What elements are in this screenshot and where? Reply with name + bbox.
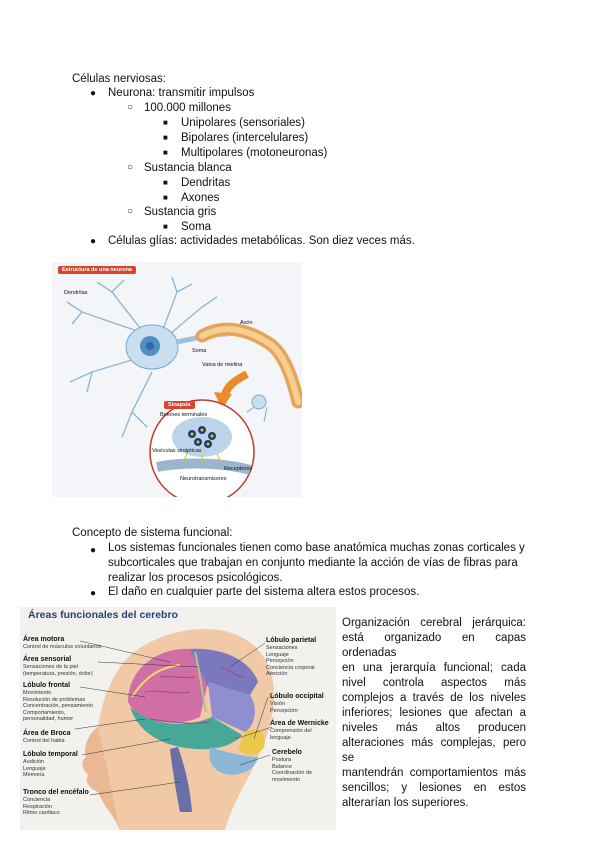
label-botones: Botones terminales bbox=[160, 412, 208, 418]
label-area-broca: Área de Broca Control del habla bbox=[23, 730, 71, 744]
label-area-motora: Área motora Control de músculos voluntarios bbox=[23, 636, 102, 650]
bullet-circle: ○ bbox=[127, 102, 134, 113]
bullet-square: ■ bbox=[163, 222, 168, 231]
label-lobulo-occipital: Lóbulo occipital Visión Percepción bbox=[270, 693, 324, 714]
bullet-square: ■ bbox=[163, 133, 168, 142]
label-vaina: Vaina de mielina bbox=[202, 362, 243, 368]
neuron-figure-title: Estructura de una neurona bbox=[58, 266, 136, 274]
label-area-wernicke: Área de Wernicke Comprensión del lenguaje bbox=[270, 720, 329, 741]
label-tronco-encefalo: Tronco del encéfalo Conciencia Respiración Ritmo cardiaco bbox=[23, 789, 89, 816]
bullet-text-1-line-1: Los sistemas funcionales tienen como base anatómica muchas zonas corticales y bbox=[108, 542, 525, 554]
label-soma: Soma bbox=[192, 348, 207, 354]
label-lobulo-frontal: Lóbulo frontal Movimiento Resolución de problemas Concentración, pensamiento Comportamiento, personalidad, humor bbox=[23, 682, 94, 722]
label-lobulo-temporal: Lóbulo temporal Audición Lenguaje Memoria bbox=[23, 751, 78, 778]
label-cerebelo: Cerebelo Postura Balance Coordinación de movimiento bbox=[272, 749, 313, 783]
label-receptores: Receptores bbox=[224, 466, 253, 472]
bullet-disc: ● bbox=[90, 588, 97, 599]
section-heading-sistema-funcional: Concepto de sistema funcional: bbox=[72, 527, 233, 539]
synapse-label: Sinapsis bbox=[164, 401, 195, 409]
label-dendritas: Dendritas bbox=[64, 290, 88, 296]
bullet-square: ■ bbox=[163, 148, 168, 157]
item-sustancia-blanca: Sustancia blanca bbox=[144, 162, 232, 174]
bullet-circle: ○ bbox=[127, 162, 134, 173]
label-neurotransmisores: Neurotransmisores bbox=[180, 476, 227, 482]
bullet-square: ■ bbox=[163, 193, 168, 202]
bullet-text-2: El daño en cualquier parte del sistema altera estos procesos. bbox=[108, 586, 420, 598]
item-glias: Células glías: actividades metabólicas. Son diez veces más. bbox=[108, 235, 415, 247]
item-unipolares: Unipolares (sensoriales) bbox=[181, 117, 305, 129]
item-bipolares: Bipolares (intercelulares) bbox=[181, 132, 309, 144]
bullet-disc: ● bbox=[90, 236, 97, 247]
item-millones: 100.000 millones bbox=[144, 102, 231, 114]
item-soma: Soma bbox=[181, 221, 212, 233]
bullet-text-1-line-3: realizar los procesos psicológicos. bbox=[108, 572, 283, 584]
item-dendritas: Dendritas bbox=[181, 177, 231, 189]
bullet-disc: ● bbox=[90, 545, 97, 556]
label-lobulo-parietal: Lóbulo parietal Sensaciones Lenguaje Percepción Conciencia corporal Atención bbox=[266, 637, 317, 677]
bullet-circle: ○ bbox=[127, 206, 134, 217]
bullet-text-1-line-2: subcorticales que trabajan en conjunto mediante la acción de vías de fibras para bbox=[108, 557, 518, 569]
neuron-illustration bbox=[52, 262, 302, 497]
label-area-sensorial: Área sensorial Sensaciones de la piel (temperatura, presión, dolor) bbox=[23, 656, 93, 677]
item-multipolares: Multipolares (motoneuronas) bbox=[181, 147, 328, 159]
item-neurona: Neurona: transmitir impulsos bbox=[108, 87, 255, 99]
section-heading-celulas: Células nerviosas: bbox=[72, 73, 166, 85]
side-paragraph-organizacion: Organización cerebral jerárquica: está organizado en capas ordenadas en una jerarquía funcional; cada nivel controla aspectos más complejos a través de los niveles inferiores; lesiones que afectan a niveles más altos producen alteraciones más complejas, pero se mantendrán comportamientos más sencillos; y lesiones en estos alterarían los superiores. bbox=[342, 617, 526, 809]
item-axones: Axones bbox=[181, 192, 220, 204]
bullet-square: ■ bbox=[163, 118, 168, 127]
bullet-square: ■ bbox=[163, 178, 168, 187]
bullet-disc: ● bbox=[90, 88, 97, 99]
brain-figure-title: Áreas funcionales del cerebro bbox=[28, 609, 178, 621]
label-axon: Axón bbox=[240, 320, 253, 326]
item-sustancia-gris: Sustancia gris bbox=[144, 206, 217, 218]
label-vesiculas: Vesículas sinápticas bbox=[152, 448, 202, 454]
neuron-structure-figure bbox=[52, 262, 302, 497]
brain-functional-areas-figure bbox=[20, 607, 336, 830]
